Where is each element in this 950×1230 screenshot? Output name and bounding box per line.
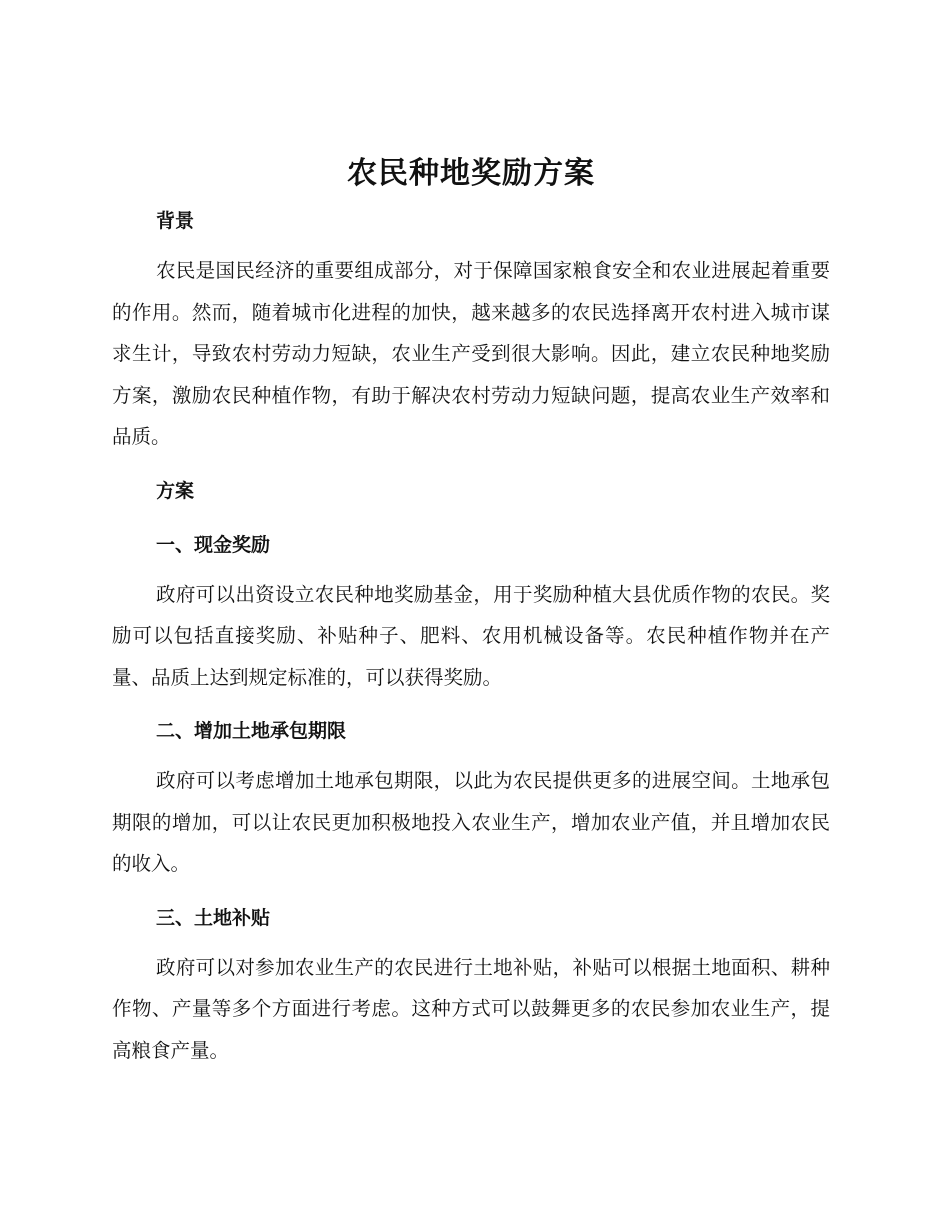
paragraph-cash-reward: 政府可以出资设立农民种地奖励基金，用于奖励种植大县优质作物的农民。奖励可以包括直接奖励、补贴种子、肥料、农用机械设备等。农民种植作物并在产量、品质上达到规定标准的，可以获得奖励。 [112,582,830,689]
document-title: 农民种地奖励方案 [347,156,595,191]
heading-cash-reward: 一、现金奖励 [156,533,271,556]
spacer [112,512,830,524]
spacer [112,458,830,470]
paragraph-background: 农民是国民经济的重要组成部分，对于保障国家粮食安全和农业进展起着重要的作用。然而，随着城市化进程的加快，越来越多的农民选择离开农村进入城市谋求生计，导致农村劳动力短缺，农业生产受到很大影响。因此，建立农民种地奖励方案，激励农民种植作物，有助于解决农村劳动力短缺问题，提高农业生产效率和品质。 [112,259,830,448]
heading-land-subsidy: 三、土地补贴 [156,906,271,929]
spacer [112,242,830,250]
heading-plan: 方案 [156,479,195,502]
spacer [112,939,830,947]
heading-land-contract: 二、增加土地承包期限 [156,720,347,742]
heading-background: 背景 [156,210,195,232]
document-page [112,148,830,1071]
paragraph-land-subsidy: 政府可以对参加农业生产的农民进行土地补贴，补贴可以根据土地面积、耕种作物、产量等多个方面进行考虑。这种方式可以鼓舞更多的农民参加农业生产，提高粮食产量。 [112,955,830,1062]
spacer [112,752,830,760]
spacer [112,698,830,710]
spacer [112,566,830,574]
paragraph-land-contract: 政府可以考虑增加土地承包期限，以此为农民提供更多的进展空间。土地承包期限的增加，可以让农民更加积极地投入农业生产，增加农业产值，并且增加农民的收入。 [112,769,830,875]
spacer [112,885,830,897]
